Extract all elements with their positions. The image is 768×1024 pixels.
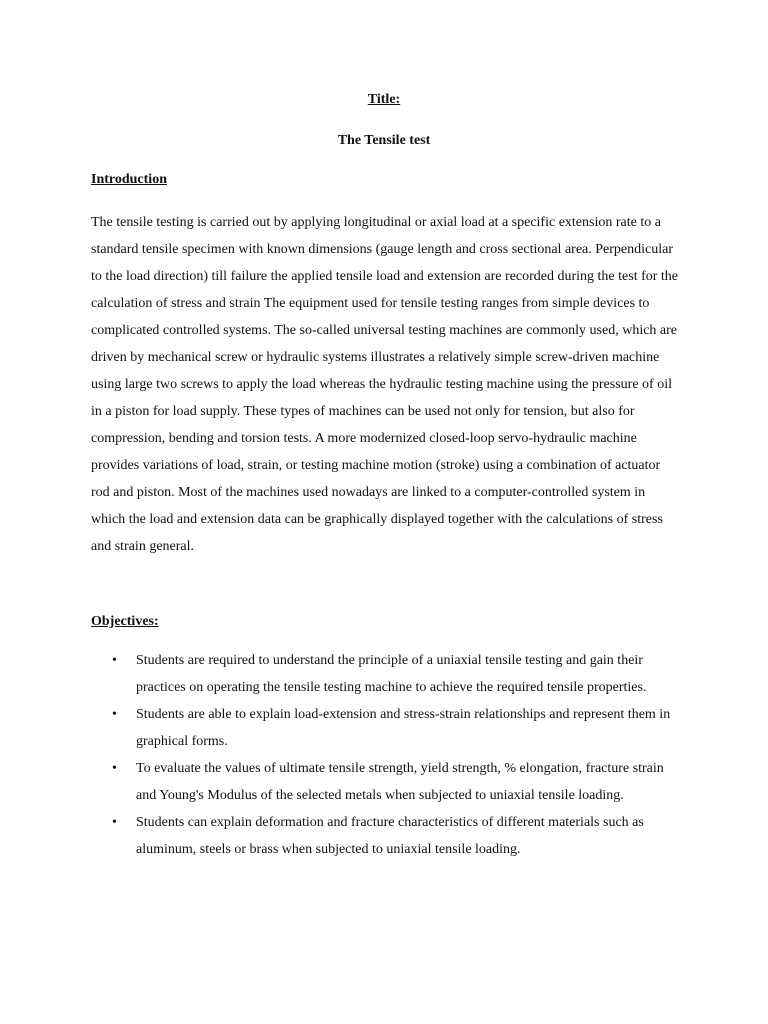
objectives-heading: Objectives: xyxy=(91,614,159,629)
objective-text: Students are able to explain load-extension and stress-strain relationships and represent them in graphical forms. xyxy=(136,707,671,749)
bullet-icon: • xyxy=(112,707,117,722)
document-title: The Tensile test xyxy=(337,133,431,148)
introduction-heading: Introduction xyxy=(91,172,167,187)
objective-item xyxy=(91,755,681,809)
objective-item xyxy=(91,647,681,701)
bullet-icon: • xyxy=(112,761,117,776)
bullet-icon: • xyxy=(112,815,117,830)
objectives-list xyxy=(91,647,681,863)
objective-item xyxy=(91,809,681,863)
introduction-paragraph: The tensile testing is carried out by applying longitudinal or axial load at a specific extension rate to a standard tensile specimen with known dimensions (gauge length and cross sectional area. Perpendicular to the load direction) till failure the applied tensile load and extension are recorded during the test for the calculation of stress and strain The equipment used for tensile testing ranges from simple devices to complicated controlled systems. The so-called universal testing machines are commonly used, which are driven by mechanical screw or hydraulic systems illustrates a relatively simple screw-driven machine using large two screws to apply the load whereas the hydraulic testing machine using the pressure of oil in a piston for load supply. These types of machines can be used not only for tension, but also for compression, bending and torsion tests. A more modernized closed-loop servo-hydraulic machine provides variations of load, strain, or testing machine motion (stroke) using a combination of actuator rod and piston. Most of the machines used nowadays are linked to a computer-controlled system in which the load and extension data can be graphically displayed together with the calculations of stress and strain general. xyxy=(91,215,679,554)
bullet-icon: • xyxy=(112,653,117,668)
objective-text: Students can explain deformation and fracture characteristics of different materials such as aluminum, steels or brass when subjected to uniaxial tensile loading. xyxy=(136,815,644,857)
objective-text: To evaluate the values of ultimate tensile strength, yield strength, % elongation, fracture strain and Young's Modulus of the selected metals when subjected to uniaxial tensile loading. xyxy=(136,761,664,803)
objective-item xyxy=(91,701,681,755)
objective-text: Students are required to understand the principle of a uniaxial tensile testing and gain their practices on operating the tensile testing machine to achieve the required tensile properties. xyxy=(136,653,647,695)
title-label: Title: xyxy=(367,92,401,107)
